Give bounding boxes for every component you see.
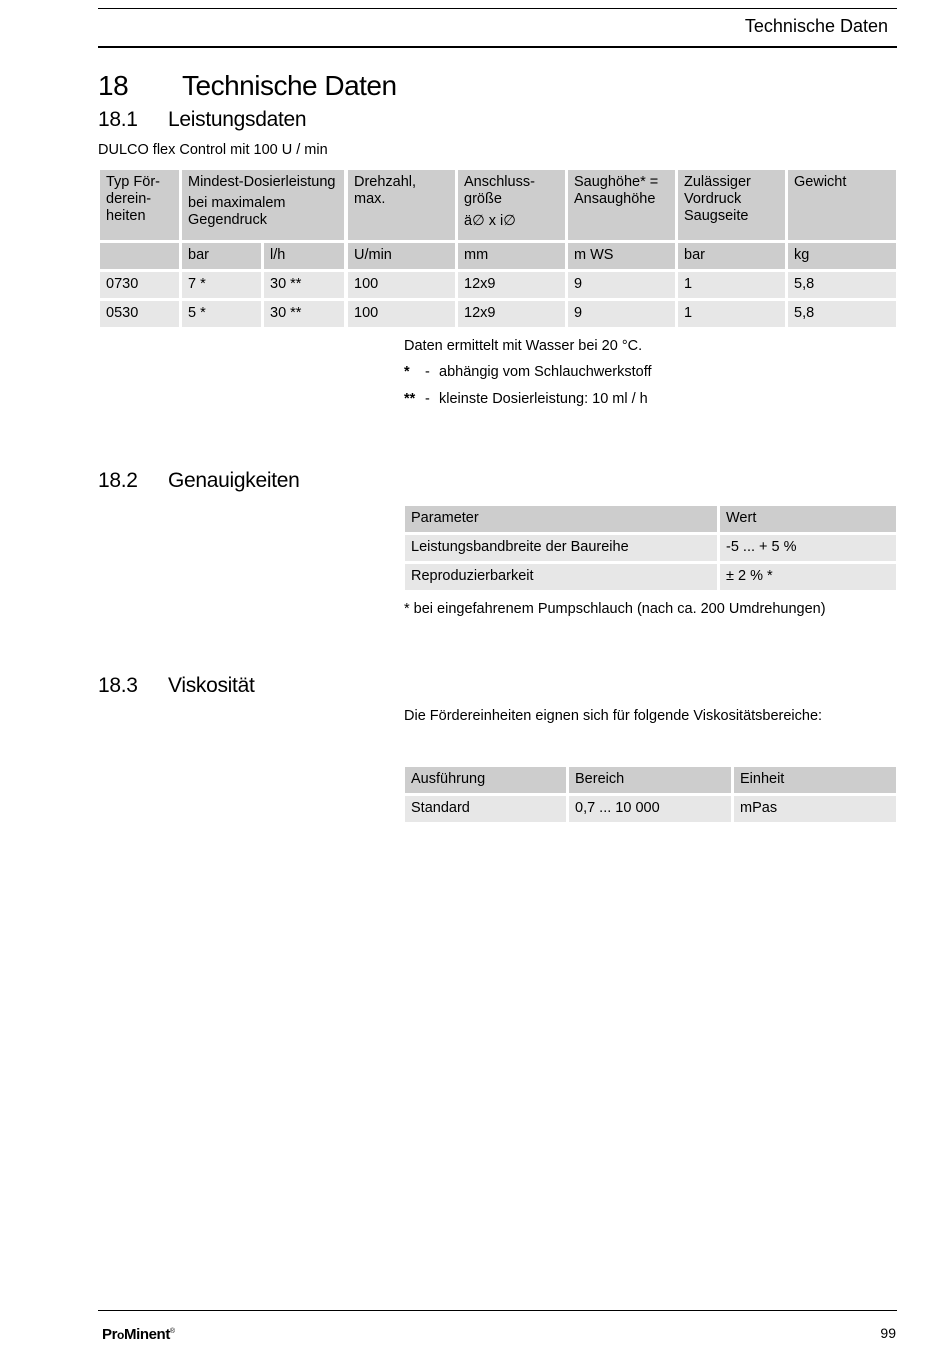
- chapter-title: Technische Daten: [182, 70, 397, 101]
- cell-bar: 5 *: [182, 301, 261, 327]
- cell-parameter: Reproduzierbarkeit: [405, 564, 717, 590]
- header-cell-einheit: Einheit: [734, 767, 896, 793]
- cell-anschluss: 12x9: [458, 272, 565, 298]
- cell-saughoehe: 9: [568, 272, 675, 298]
- header-cell-dosierleistung: Mindest-Dosierleistung bei maximalem Gegendruck: [182, 170, 344, 240]
- chapter-number: 18: [98, 70, 129, 101]
- unit-cell: U/min: [348, 243, 455, 269]
- header-cell-wert: Wert: [720, 506, 896, 532]
- header-cell-vordruck: Zulässiger Vordruck Saugseite: [678, 170, 785, 240]
- cell-vordruck: 1: [678, 272, 785, 298]
- cell-parameter: Leistungsbandbreite der Baureihe: [405, 535, 717, 561]
- cell-typ: 0730: [100, 272, 179, 298]
- cell-vordruck: 1: [678, 301, 785, 327]
- table-subtitle: DULCO flex Control mit 100 U / min: [98, 142, 328, 158]
- unit-cell: l/h: [264, 243, 344, 269]
- header-bottom-rule: [98, 46, 897, 48]
- page-number: 99: [880, 1325, 896, 1341]
- cell-gewicht: 5,8: [788, 272, 896, 298]
- header-cell-bereich: Bereich: [569, 767, 731, 793]
- cell-typ: 0530: [100, 301, 179, 327]
- unit-cell: bar: [182, 243, 261, 269]
- cell-bereich: 0,7 ... 10 000: [569, 796, 731, 822]
- section-title: Viskosität: [168, 674, 255, 697]
- chapter-heading: [98, 70, 397, 102]
- cell-wert: -5 ... + 5 %: [720, 535, 896, 561]
- viscosity-intro: Die Fördereinheiten eignen sich für folgende Viskositätsbereiche:: [404, 708, 823, 724]
- prominent-logo: ProMinent®: [102, 1326, 175, 1343]
- cell-gewicht: 5,8: [788, 301, 896, 327]
- unit-cell: kg: [788, 243, 896, 269]
- section-heading-genauigkeiten: [98, 469, 300, 493]
- cell-saughoehe: 9: [568, 301, 675, 327]
- unit-cell: bar: [678, 243, 785, 269]
- cell-ausfuehrung: Standard: [405, 796, 566, 822]
- cell-lh: 30 **: [264, 272, 344, 298]
- running-header-title: Technische Daten: [744, 16, 888, 36]
- cell-lh: 30 **: [264, 301, 344, 327]
- unit-cell: mm: [458, 243, 565, 269]
- section-title: Leistungsdaten: [168, 108, 307, 131]
- header-top-rule: [98, 8, 897, 9]
- section-heading-viskositaet: [98, 674, 255, 698]
- section-number: 18.2: [98, 469, 138, 492]
- footnote-item: * - abhängig vom Schlauchwerkstoff: [404, 364, 652, 380]
- header-cell-gewicht: Gewicht: [788, 170, 896, 240]
- cell-bar: 7 *: [182, 272, 261, 298]
- footer-rule: [98, 1310, 897, 1311]
- cell-anschluss: 12x9: [458, 301, 565, 327]
- unit-cell: m WS: [568, 243, 675, 269]
- cell-drehzahl: 100: [348, 301, 455, 327]
- header-cell-saughoehe: Saughöhe* = Ansaughöhe: [568, 170, 675, 240]
- section-title: Genauigkeiten: [168, 469, 300, 492]
- header-cell-drehzahl: Drehzahl, max.: [348, 170, 455, 240]
- header-cell-anschluss: Anschluss- größe ä∅ x i∅: [458, 170, 565, 240]
- header-cell-typ: Typ För- derein- heiten: [100, 170, 179, 240]
- header-cell-ausfuehrung: Ausführung: [405, 767, 566, 793]
- section-heading-leistungsdaten: [98, 108, 306, 132]
- footnote-item: ** - kleinste Dosierleistung: 10 ml / h: [404, 391, 648, 407]
- header-cell-parameter: Parameter: [405, 506, 717, 532]
- section-number: 18.1: [98, 108, 138, 131]
- section-number: 18.3: [98, 674, 138, 697]
- unit-cell: [100, 243, 179, 269]
- accuracy-footnote: * bei eingefahrenem Pumpschlauch (nach ca. 200 Umdrehungen): [404, 601, 826, 617]
- cell-einheit: mPas: [734, 796, 896, 822]
- cell-drehzahl: 100: [348, 272, 455, 298]
- data-note: Daten ermittelt mit Wasser bei 20 °C.: [404, 338, 643, 354]
- cell-wert: ± 2 % *: [720, 564, 896, 590]
